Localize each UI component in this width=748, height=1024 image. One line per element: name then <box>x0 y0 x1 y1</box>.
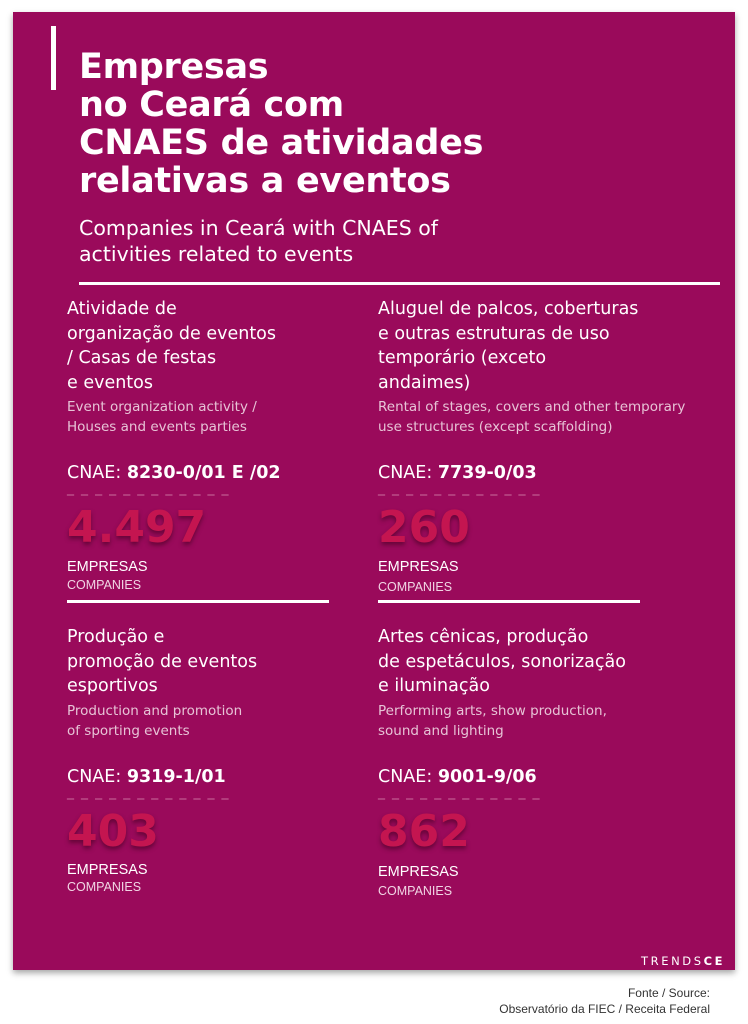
activity-line: sound and lighting <box>378 722 504 739</box>
company-count: 862 <box>378 806 470 857</box>
company-count: 4.497 <box>67 502 207 553</box>
unit-label-en: COMPANIES <box>378 884 453 898</box>
activity-block-performing-arts <box>378 625 718 898</box>
title-accent-bar <box>51 26 56 90</box>
activity-line: Produção e <box>67 627 165 647</box>
activity-block-stage-rental <box>378 297 718 594</box>
activity-line: e iluminação <box>378 676 490 696</box>
dashed-separator: _ _ _ _ _ _ _ _ _ _ _ _ <box>67 784 230 800</box>
activity-title-pt <box>67 297 407 395</box>
unit-label-en: COMPANIES <box>378 580 453 594</box>
company-count: 260 <box>378 502 470 553</box>
unit-label-en: COMPANIES <box>67 578 142 592</box>
activity-title-en <box>378 701 718 741</box>
cnae-prefix: CNAE: <box>378 767 433 787</box>
activity-line: de espetáculos, sonorização <box>378 651 626 672</box>
activity-line: promoção de eventos <box>67 651 258 672</box>
dashed-separator: _ _ _ _ _ _ _ _ _ _ _ _ <box>378 480 541 496</box>
activity-title-en <box>378 397 718 437</box>
activity-line: e outras estruturas de uso <box>378 323 610 344</box>
activity-title-pt <box>378 625 718 699</box>
unit-label-pt: EMPRESAS <box>67 559 148 575</box>
activity-line: use structures (except scaffolding) <box>378 419 613 435</box>
unit-label-pt: EMPRESAS <box>378 864 459 880</box>
activity-line: Aluguel de palcos, coberturas <box>378 299 639 319</box>
activity-line: andaimes) <box>378 372 471 393</box>
trendsce-logo <box>641 954 725 968</box>
activity-line: e eventos <box>67 372 153 393</box>
activity-line: of sporting events <box>67 722 190 739</box>
source-label: Fonte / Source: <box>627 986 710 1000</box>
activity-line: organização de eventos <box>67 323 277 344</box>
activity-title-pt <box>67 625 407 699</box>
cnae-code: 9001-9/06 <box>437 767 537 787</box>
activity-title-en <box>67 397 407 437</box>
activity-line: Event organization activity / <box>67 399 257 415</box>
title-line: no Ceará com <box>79 85 344 125</box>
activity-line: / Casas de festas <box>67 348 217 368</box>
dashed-separator: _ _ _ _ _ _ _ _ _ _ _ _ <box>67 480 230 496</box>
section-divider-right <box>378 600 640 603</box>
subtitle-line: activities related to events <box>79 242 354 266</box>
title-line: relativas a eventos <box>79 161 451 201</box>
subtitle-line: Companies in Ceará with CNAES of <box>79 216 439 240</box>
page-title <box>79 48 483 200</box>
page-subtitle <box>79 215 438 267</box>
header-divider <box>79 282 720 285</box>
unit-label-pt: EMPRESAS <box>378 559 459 575</box>
infographic-card <box>13 12 735 970</box>
cnae-code: 7739-0/03 <box>437 463 537 483</box>
source-credit <box>499 985 710 1017</box>
dashed-separator: _ _ _ _ _ _ _ _ _ _ _ _ <box>378 784 541 800</box>
logo-text-bold: CE <box>703 954 726 968</box>
title-line: Empresas <box>79 47 269 87</box>
section-divider-left <box>67 600 329 603</box>
company-count: 403 <box>67 806 159 857</box>
activity-line: Production and promotion <box>67 702 243 719</box>
cnae-prefix: CNAE: <box>378 463 433 483</box>
title-line: CNAES de atividades <box>79 123 484 163</box>
cnae-code: 9319-1/01 <box>126 767 226 787</box>
unit-label-en: COMPANIES <box>67 880 142 894</box>
activity-block-event-organization <box>67 297 407 592</box>
activity-title-pt <box>378 297 718 395</box>
activity-line: Atividade de <box>67 299 177 319</box>
source-text: Observatório da FIEC / Receita Federal <box>499 1002 710 1016</box>
activity-line: temporário (exceto <box>378 348 547 368</box>
cnae-code: 8230-0/01 E /02 <box>126 463 281 483</box>
activity-line: Houses and events parties <box>67 419 247 435</box>
activity-line: Rental of stages, covers and other temporary <box>378 399 686 415</box>
cnae-prefix: CNAE: <box>67 767 122 787</box>
activity-line: Artes cênicas, produção <box>378 627 589 647</box>
activity-block-sporting-events <box>67 625 407 894</box>
activity-title-en <box>67 701 407 741</box>
activity-line: esportivos <box>67 676 158 696</box>
unit-label-pt: EMPRESAS <box>67 862 148 878</box>
activity-line: Performing arts, show production, <box>378 702 607 719</box>
cnae-prefix: CNAE: <box>67 463 122 483</box>
logo-text: TRENDS <box>641 954 704 968</box>
